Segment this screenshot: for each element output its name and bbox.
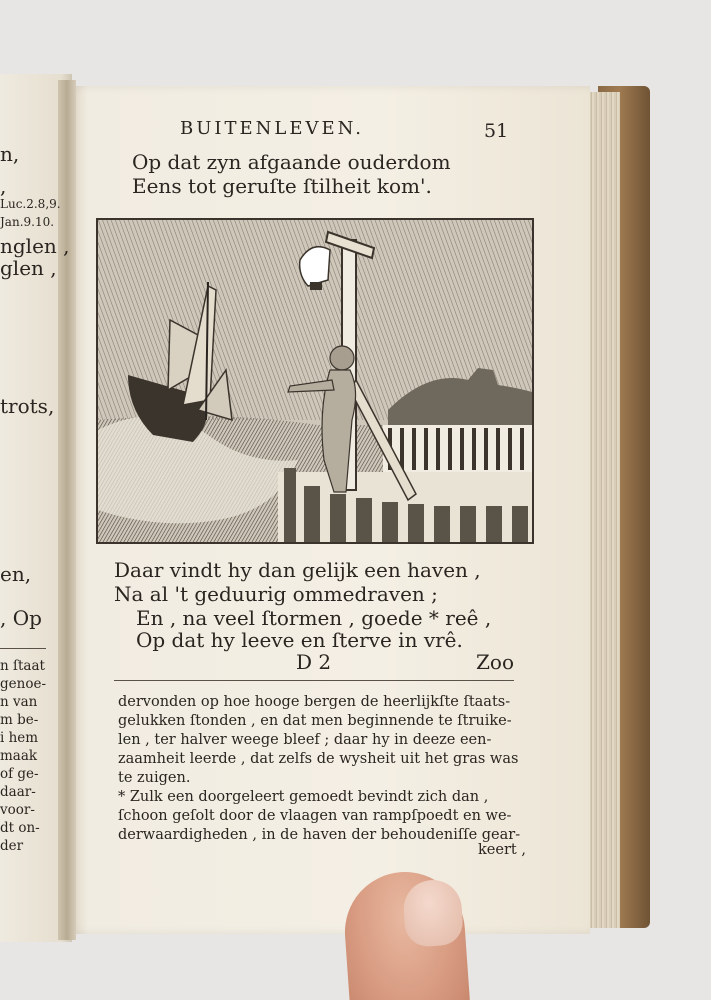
catchword: Zoo — [476, 650, 514, 674]
engraving-illustration — [96, 218, 534, 544]
left-footnote-line: dt on- — [0, 820, 40, 836]
left-footnote-line: genoe- — [0, 676, 47, 692]
running-head: BUITENLEVEN. — [180, 118, 364, 139]
left-footnote-line: voor- — [0, 802, 35, 818]
left-footnote-line: i hem — [0, 730, 39, 746]
page-number: 51 — [484, 120, 509, 142]
engraving-drawing — [98, 220, 532, 542]
left-margin-note: Jan.9.10. — [0, 215, 55, 229]
verse-line: Daar vindt hy dan gelijk een haven , — [114, 558, 481, 582]
printer-signature: D 2 — [296, 650, 332, 674]
left-footnote-line: n van — [0, 694, 38, 710]
verse-line: En , na veel ſtormen , goede * reê , — [136, 606, 492, 630]
verse-line: Op dat hy leeve en ſterve in vrê. — [136, 628, 463, 652]
verse-line: Op dat zyn afgaande ouderdom — [132, 150, 451, 174]
footnote-line: derwaardigheden , in de haven der behoudeniſſe gear- — [118, 827, 521, 843]
left-text-line: trots, — [0, 394, 55, 418]
book-gutter — [58, 80, 76, 940]
footnote-line: dervonden op hoe hooge bergen de heerlijkſte ſtaats- — [118, 694, 511, 710]
left-footnote-line: m be- — [0, 712, 39, 728]
left-footnote-line: of ge- — [0, 766, 39, 782]
footnote-line: zaamheit leerde , dat zelfs de wysheit uit het gras was — [118, 751, 519, 767]
footnote-rule — [114, 680, 514, 681]
left-margin-note: Luc.2.8,9. — [0, 197, 61, 211]
left-text-line: n, — [0, 142, 20, 166]
left-text-line: , Op — [0, 606, 42, 630]
footnote-line: keert , — [478, 842, 526, 858]
left-footnote-line: der — [0, 838, 24, 854]
verse-line: Eens tot geruſte ſtilheit kom'. — [132, 174, 432, 198]
left-text-line: en, — [0, 562, 32, 586]
left-footnote-line: daar- — [0, 784, 36, 800]
left-footnote-line: n ſtaat — [0, 658, 45, 674]
footnote-line: gelukken ſtonden , en dat men beginnende te ſtruike- — [118, 713, 512, 729]
footnote-line: len , ter halver weege bleef ; daar hy in deeze een- — [118, 732, 492, 748]
left-footnote-rule — [0, 648, 46, 649]
left-text-line: , — [0, 174, 7, 198]
left-footnote-line: maak — [0, 748, 38, 764]
left-text-line: nglen , — [0, 234, 70, 258]
footnote-line: * Zulk een doorgeleert gemoedt bevindt zich dan , — [118, 789, 489, 805]
palisade — [383, 425, 532, 475]
verse-line: Na al 't geduurig ommedraven ; — [114, 582, 438, 606]
footnote-line: ſchoon geſolt door de vlaagen van rampſpoedt en we- — [118, 808, 512, 824]
left-text-line: glen , — [0, 256, 57, 280]
footnote-line: te zuigen. — [118, 770, 191, 786]
